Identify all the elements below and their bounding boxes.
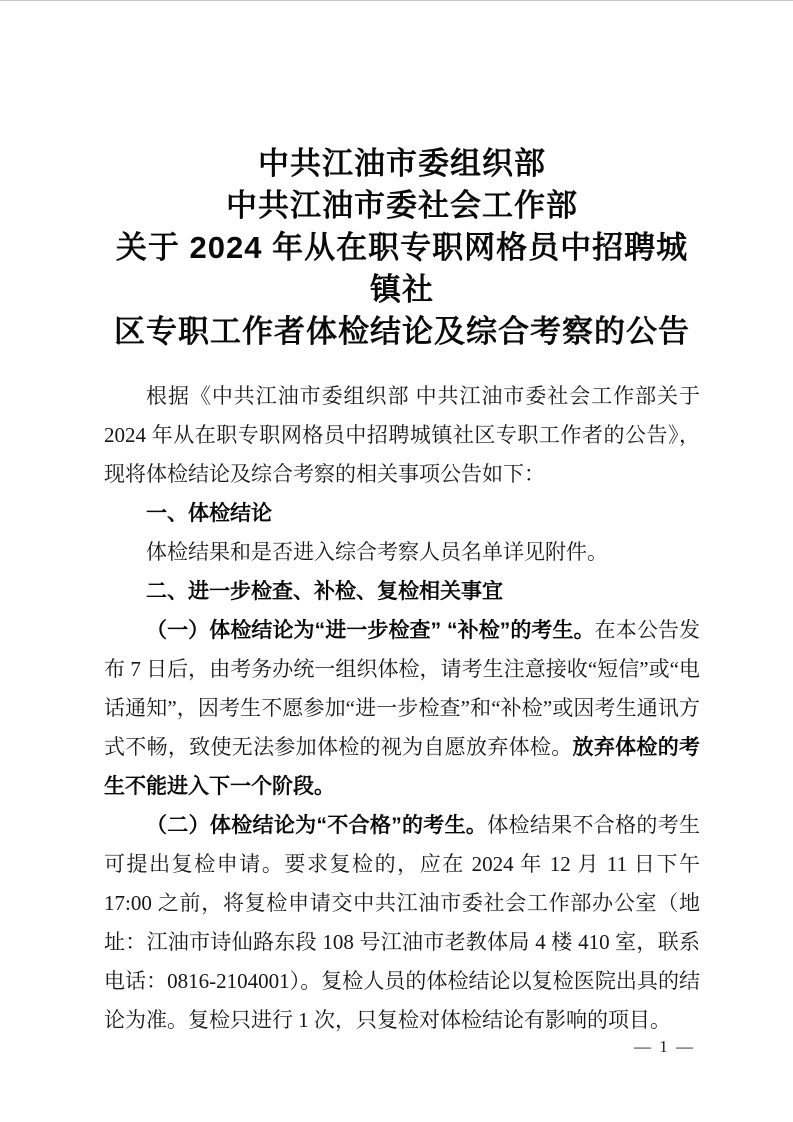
- title-line-3: 关于 2024 年从在职专职网格员中招聘城镇社: [115, 230, 689, 307]
- item-1-lead-bold: （一）体检结论为“进一步检查” “补检”的考生。: [146, 619, 595, 642]
- title-line-4: 区专职工作者体检结论及综合考察的公告: [114, 314, 690, 349]
- section-2-item-2: [104, 806, 700, 1040]
- page-number: — 1 —: [634, 1037, 695, 1056]
- document-content: [104, 143, 700, 1040]
- item-1-tail-bold: 放弃体检的考生不能进入下一个阶段。: [104, 736, 701, 798]
- title-line-1: 中共江油市委组织部: [258, 146, 546, 181]
- item-1-text: 在本公告发布 7 日后，由考务办统一组织体检，请考生注意接收“短信”或“电话通知”，因考生不愿参加“进一步检查”和“补检”或因考生通讯方式不畅，致使无法参加体检的视为自愿放弃体检。: [104, 618, 700, 759]
- title-line-2: 中共江油市委社会工作部: [226, 188, 578, 223]
- intro-paragraph: 根据《中共江油市委组织部 中共江油市委社会工作部关于 2024 年从在职专职网格员中招聘城镇社区专职工作者的公告》，现将体检结论及综合考察的相关事项公告如下：: [104, 384, 700, 486]
- section-1-paragraph: 体检结果和是否进入综合考察人员名单详见附件。: [146, 540, 608, 564]
- document-title: [104, 143, 700, 353]
- item-2-text: 体检结果不合格的考生可提出复检申请。要求复检的，应在 2024 年 12 月 11 日下午 17:00 之前，将复检申请交中共江油市委社会工作部办公室（地址：江油市诗仙路东段 108 号江油市老教体局 4 楼 410 室，联系电话：0816-2104001）。复检人员的体检结论以复检医院出具的结论为准。复检只进行 1 次，只复检对体检结论有影响的项目。: [104, 813, 701, 1032]
- section-2-heading: 二、进一步检查、补检、复检相关事宜: [146, 580, 503, 603]
- section-2-item-1: [104, 611, 700, 806]
- section-1-heading: 一、体检结论: [146, 502, 272, 525]
- item-2-lead-bold: （二）体检结论为“不合格”的考生。: [146, 814, 488, 837]
- document-body: [104, 377, 700, 1040]
